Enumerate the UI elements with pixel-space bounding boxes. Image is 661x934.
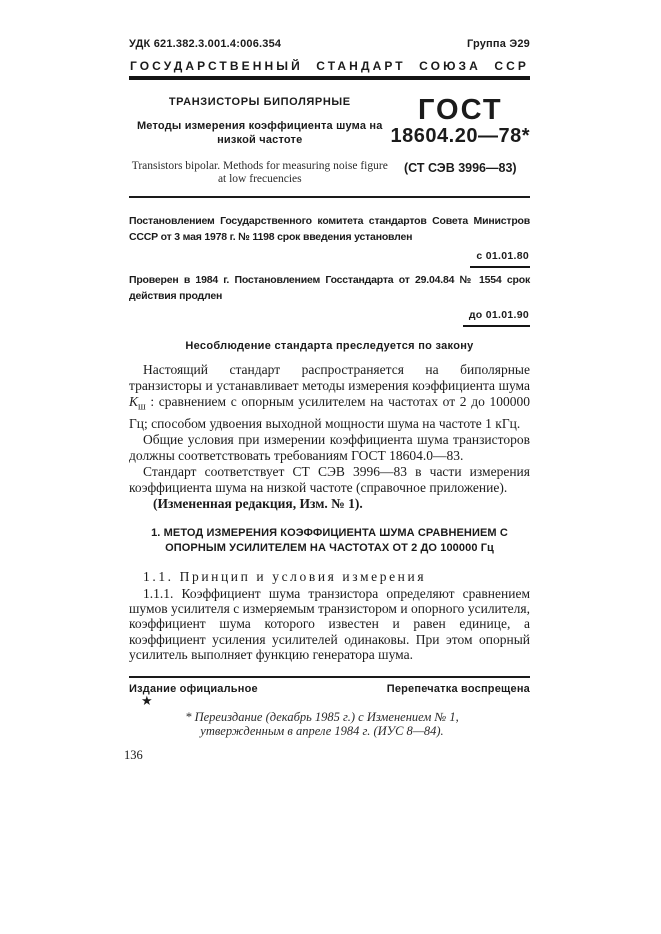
reissue-footnote: [157, 710, 487, 738]
effective-date: с 01.01.80: [470, 248, 530, 268]
section-1-1-heading: 1.1. Принцип и условия измерения: [143, 568, 427, 584]
expiry-date: до 01.01.90: [463, 307, 530, 327]
body-paragraph-2: Общие условия при измерении коэффициента шума транзисторов должны соответствовать требованиям ГОСТ 18604.0—83.: [129, 431, 530, 463]
document-page: [124, 38, 530, 763]
footnote-line-1: * Переиздание (декабрь 1985 г.) с Изменением № 1,: [185, 709, 459, 724]
state-standard-banner: ГОСУДАРСТВЕННЫЙ СТАНДАРТ СОЮЗА ССР: [130, 59, 529, 73]
body-p1-before: Настоящий стандарт распространяется на биполярные транзисторы и устанавливает методы измерения коэффициента шума: [129, 362, 530, 393]
decree-paragraph-1: Постановлением Государственного комитета стандартов Совета Министров СССР от 3 мая 1978 г. № 1198 срок введения установлен: [129, 215, 530, 243]
page-number: 136: [124, 747, 143, 762]
udk-code: УДК 621.382.3.001.4:006.354: [129, 38, 282, 50]
section-1-heading: 1. МЕТОД ИЗМЕРЕНИЯ КОЭФФИЦИЕНТА ШУМА СРАВНЕНИЕМ С ОПОРНЫМ УСИЛИТЕЛЕМ НА ЧАСТОТАХ ОТ 2 ДО 100000 Гц: [151, 526, 508, 554]
footnote-line-2: утвержденным в апреле 1984 г. (ИУС 8—84).: [200, 723, 444, 738]
decree-paragraph-2: Проверен в 1984 г. Постановлением Госстандарта от 29.04.84 № 1554 срок действия продлен: [129, 274, 530, 302]
title-left-column: [129, 96, 391, 186]
clause-1-1-1: 1.1.1. Коэффициент шума транзистора определяют сравнением шумов усилителя с измеряемым транзистором и опорного усилителя, коэффициент шума которого известен и равен единице, а коэффициент усиления усилителей одинаковы. При этом опорный усилитель выполняет функцию генератора шума.: [129, 585, 530, 662]
expiry-date-line: [129, 307, 530, 327]
law-enforcement-notice: Несоблюдение стандарта преследуется по закону: [185, 340, 474, 352]
official-edition-label: Издание официальное: [129, 682, 258, 695]
body-text: [129, 362, 530, 512]
symbol-k-subscript: ш: [137, 401, 146, 413]
footer-rule: [129, 676, 530, 678]
gost-number: 18604.20—78*: [390, 125, 530, 147]
noise-figure-symbol: [129, 394, 146, 413]
st-sev-reference: (СТ СЭВ 3996—83): [403, 161, 517, 175]
footer-row: [129, 683, 530, 695]
effective-date-line: [129, 248, 530, 268]
group-code: Группа Э29: [466, 38, 530, 50]
symbol-k: К: [129, 394, 138, 409]
no-reprint-label: Перепечатка воспрещена: [386, 682, 530, 695]
body-paragraph-1: [129, 362, 530, 432]
title-separator-rule: [129, 196, 530, 198]
title-english: Transistors bipolar. Methods for measuring noise figure at low frecuencies: [131, 160, 388, 185]
gost-label: ГОСТ: [417, 94, 503, 126]
banner-rule: [129, 76, 530, 80]
title-russian-main: ТРАНЗИСТОРЫ БИПОЛЯРНЫЕ: [168, 96, 351, 108]
title-russian-subtitle: Методы измерения коэффициента шума на низкой частоте: [136, 120, 383, 146]
body-paragraph-3: Стандарт соответствует СТ СЭВ 3996—83 в части измерения коэффициента шума на низкой частоте (справочное приложение).: [129, 463, 530, 495]
title-right-column: [391, 96, 530, 186]
body-p1-after: : сравнением с опорным усилителем на частотах от 2 до 100000 Гц; способом удвоения выходной мощности шума на частоте 1 кГц.: [129, 394, 530, 431]
udk-row: [129, 38, 530, 50]
title-block: [129, 96, 530, 186]
decree-block: [129, 213, 530, 327]
star-icon: ★: [141, 692, 153, 708]
amendment-note: (Измененная редакция, Изм. № 1).: [153, 495, 363, 511]
